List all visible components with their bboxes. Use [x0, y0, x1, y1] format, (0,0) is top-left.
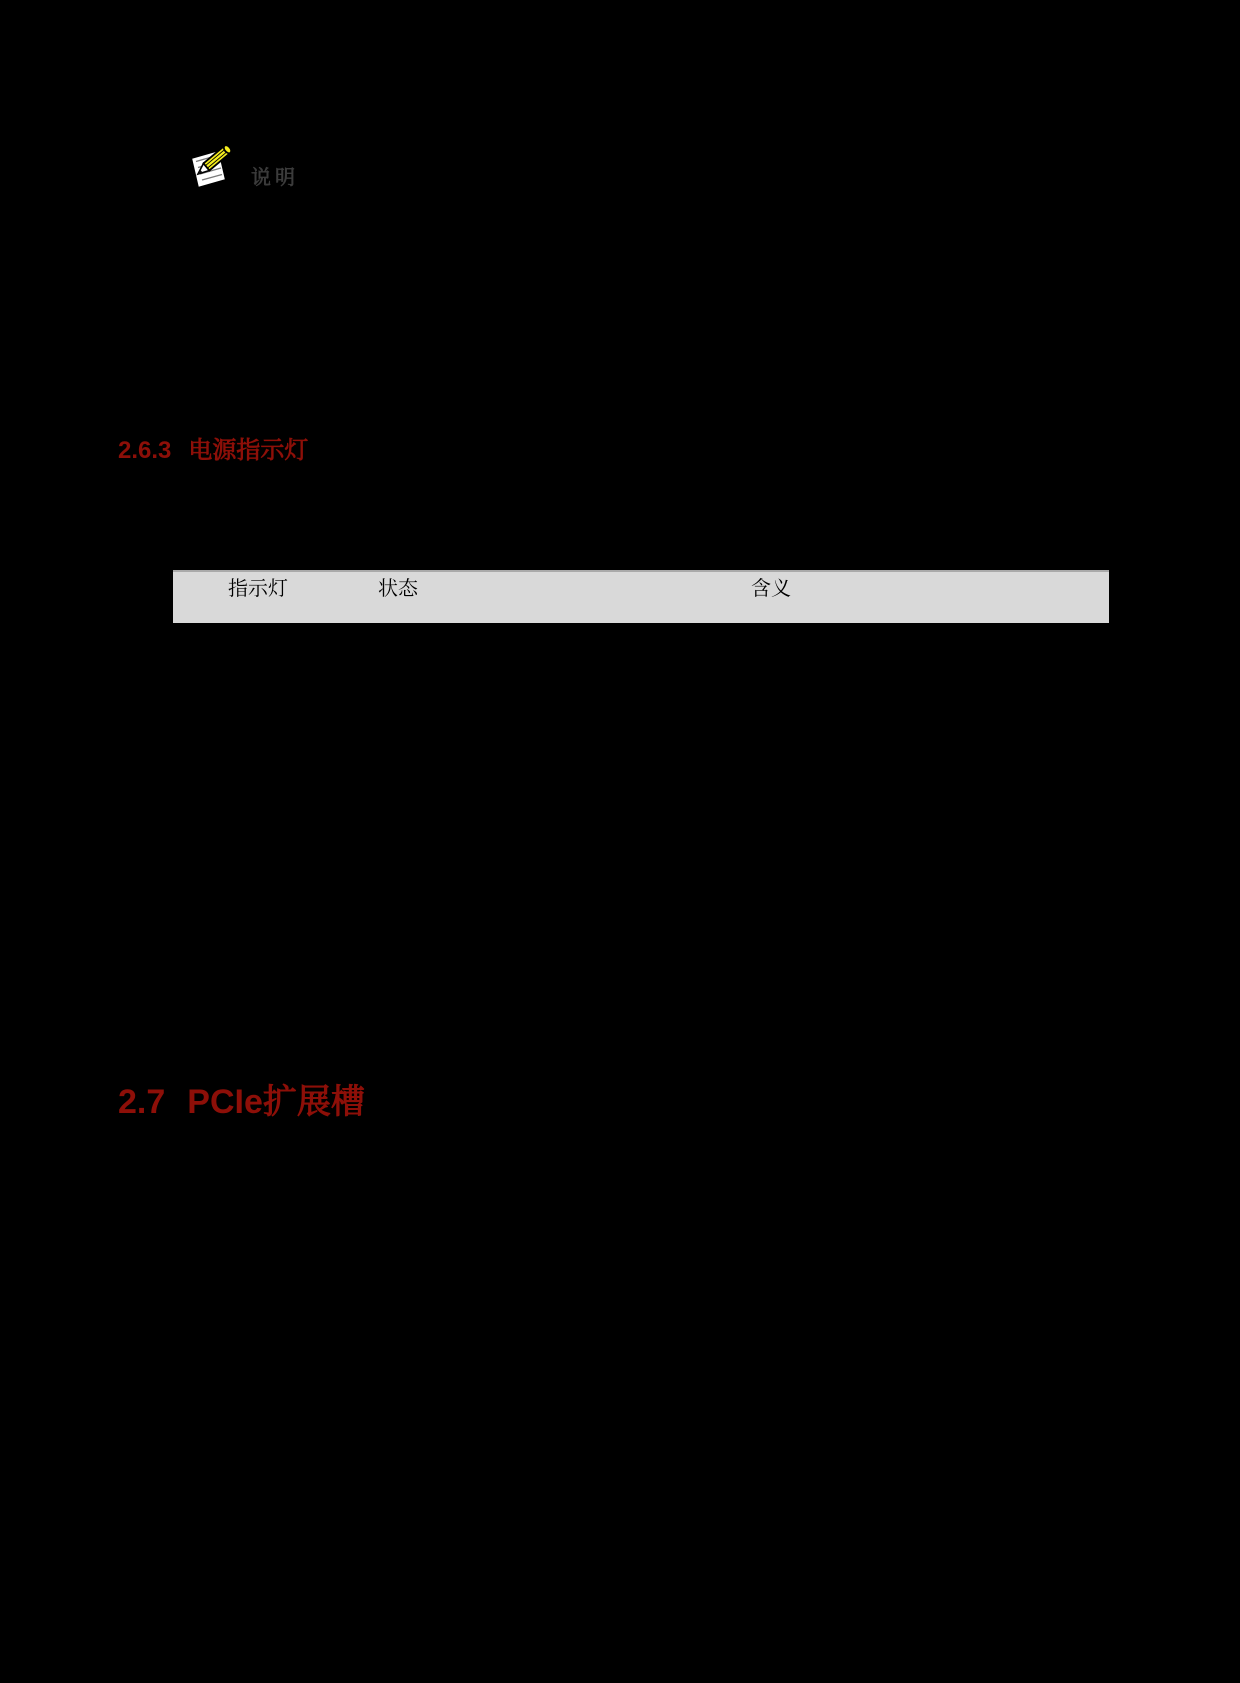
section-number: 2.7 [118, 1083, 166, 1121]
led-table-header-row [173, 570, 1109, 623]
table-header-led: 指示灯 [228, 578, 288, 600]
section-title: PCIe扩展槽 [187, 1083, 365, 1121]
table-header-meaning: 含义 [751, 578, 791, 600]
section-number: 2.6.3 [118, 437, 172, 464]
table-header-status: 状态 [378, 578, 418, 600]
section-title: 电源指示灯 [188, 437, 309, 464]
note-label: 说明 [251, 167, 299, 189]
section-heading-pcie-slots [118, 1083, 365, 1121]
section-heading-power-led [118, 437, 308, 464]
note-callout [183, 138, 299, 194]
note-pencil-icon [183, 138, 245, 194]
